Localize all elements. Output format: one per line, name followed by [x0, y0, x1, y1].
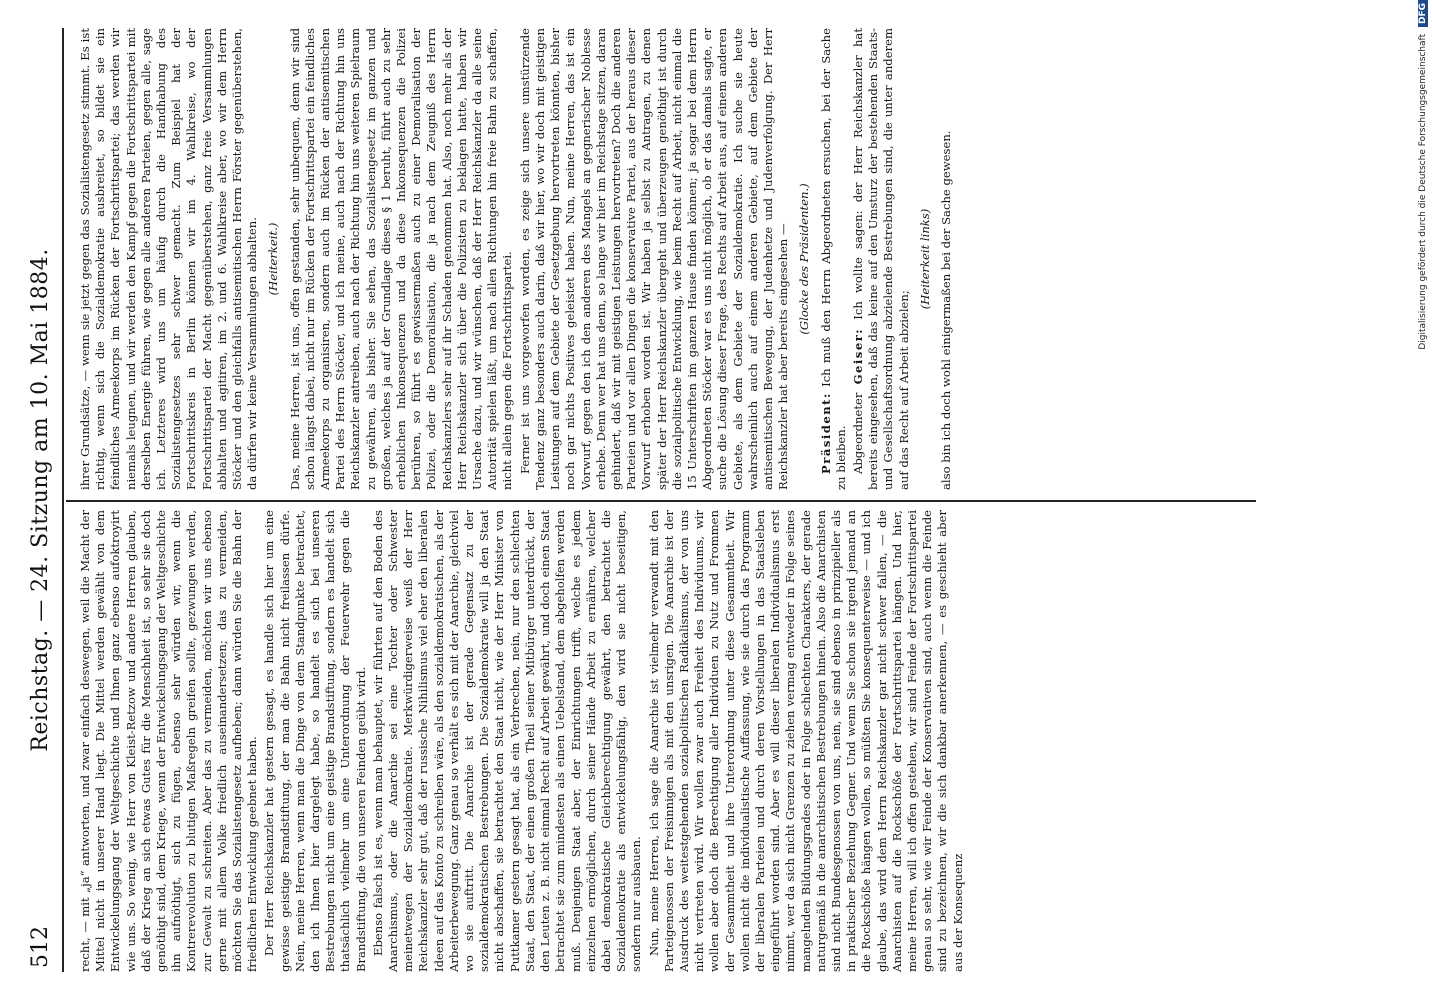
laughter-note: (Heiterkeit.) — [266, 222, 281, 296]
page-number: 512 — [28, 926, 53, 968]
dfg-logo: DFG — [1418, 0, 1428, 27]
paragraph: Ebenso falsch ist es, wenn man behauptet, wir führten auf den Boden des Anarchismus, oder die Anarchie sei eine Tochter oder Schwester meinetwegen der Sozialdemokratie. Merkwürdigerweise weiß der Herr Reichskanzler sehr gut, daß der russische Nihilismus viel eher den liberalen Ideen auf das Konto zu schreiben wäre, als den sozialdemokratischen, als der Arbeiterbewegung. Ganz genau so verhält es sich mit der Anarchie, gleichviel wo sie auftritt. Die Anarchie ist der gerade Gegensatz zu der sozialdemokratischen Bestrebungen. Die Sozialdemokratie will ja den Staat nicht abschaffen, sie betrachtet den Staat nicht, wie der Herr Minister von Puttkamer gestern gesagt hat, als ein Verbrechen, nein, nur den schlechten Staat, den Staat, der einen großen Theil seiner Mitbürger unterdrückt, der den Leuten z. B. nicht einmal Recht auf Arbeit gewährt, und doch einen Staat betrachtet sie zum mindesten als einen Uebelstand, dem abgeholfen werden muß. Denjenigen Staat aber, der Einrichtungen trifft, welche es jedem einzelnen ermöglichen, durch seiner Hände Arbeit zu ernähren, welcher dabei demokratische Gleichberechtigung gewährt, den betrachtet die Sozialdemokratie als entwickelungsfähig, den wird sie nicht beseitigen, sondern nur ausbauen. — [370, 510, 644, 972]
president-text: Ich muß den Herrn Abgeordneten ersuchen, bei der Sache zu bleiben. — [818, 28, 848, 490]
bell-note: (Glocke des Präsidenten.) — [797, 183, 812, 335]
paragraph: ihrer Grundsätze, — wenn sie jetzt gegen das Sozialistengesetz stimmt. Es ist richtig, wenn sich die Sozialdemokratie ausbreitet, so bildet sie ein feindliches Armeekorps im Rücken der Fortschrittspartei; das werden wir niemals leugnen, und wir werden den Kampf gegen die Fortschrittspartei mit derselben Energie führen, wie gegen alle anderen Parteien, gegen alle, sage ich. Letzteres wird uns um häufig durch die Handhabung des Sozialistengesetzes sehr schwer gemacht. Zum Beispiel hat der Fortschrittskreis in Berlin können wir im 4. Wahlkreise, wo der Fortschrittspartei der Macht gegenüberstehen, ganz freie Versammlungen abhalten und agitiren, im 2. und 6. Wahlkreise aber, wo wir dem Herrn Stöcker und den gleichfalls antisemitischen Herrn Förster gegenüberstehen, da dürfen wir keine Versammlungen abhalten. — [78, 28, 260, 490]
speaker-president: Präsident: — [818, 392, 833, 474]
paragraph: Der Herr Reichskanzler hat gestern gesagt, es handle sich hier um eine gewisse geistige Brandstiftung, der man die Bahn nicht freilassen dürfe. Nein, meine Herren, wenn man die Dinge von dem Standpunkte betrachtet, den ich Ihnen hier dargelegt habe, so handelt es sich bei unseren Bestrebungen nicht um eine geistige Brandstiftung, sondern es handelt sich thatsächlich vielmehr um eine Unterordnung der Feuerwehr gegen die Brandstiftung, die von unseren Feinden geübt wird. — [262, 510, 368, 972]
laughter-note-left: (Heiterkeit links) — [917, 208, 932, 310]
running-title: Reichstag. — 24. Sitzung am 10. Mai 1884. — [28, 248, 53, 752]
document-sheet — [16, 20, 1392, 980]
geiser-text: Ich wollte sagen: der Herr Reichskanzler hat bereits eingesehen, daß das keine auf den Umsturz der bestehenden Staats- und Gesellschaftsordnung abzielende Bestrebungen sind, die unter anderem auf das Recht auf Arbeit abzielen; — [850, 28, 911, 490]
left-column — [78, 510, 1248, 972]
footer-strip — [1418, 0, 1432, 1000]
paragraph: Ferner ist uns vorgeworfen worden, es zeige sich unsere umstürzende Tendenz ganz besonders auch darin, daß wir hier, wo wir doch mit geistigen Leistungen auf dem Gebiete der Gesetzgebung hervortreten könnten, bisher noch gar nichts Positives geleistet haben. Nun, meine Herren, das ist ein Vorwurf, gegen den ich den anderen des Mangels an gegnerischer Noblesse erhebe. Denn wer hat uns denn, so lange wir hier im Reichstage sitzen, daran gehindert, daß wir mit geistigen Leistungen hervortreten? Doch die anderen Parteien und vor allen Dingen die konservative Partei, aus der heraus dieser Vorwurf erhoben worden ist. Wir haben ja selbst zu Antragen, zu denen später der Herr Reichskanzler übergeht und überzeugen genöthigt ist durch die sozialpolitische Entwicklung, wie beim Recht auf Arbeit, nicht einmal die 15 Unterschriften im ganzen Hause finden können; ja sogar bei dem Herrn Abgeordneten Stöcker war es uns nicht möglich, ob er das damals sagte, er suche die Lösung dieser Frage, des Rechts auf Arbeit aus, auf einem anderen Gebiete, als dem Gebiete der Sozialdemokratie. Ich suche sie heute wahrscheinlich auch auf einem anderen Gebiete, auf dem Gebiete der antisemitischen Bewegung, der Judenhetze und Judenverfolgung. Der Herr Reichskanzler hat aber bereits eingesehen — — [517, 28, 791, 490]
paragraph: recht, — mit „ja“ antworten, und zwar einfach deswegen, weil die Macht der Mittel nicht in unserer Hand liegt. Die Mittel werden gewählt von dem Entwickelungsgang der Weltgeschichte und Ihnen ganz ebenso aufoktroyirt wie uns. So wenig, wie Herr von Kleist-Retzow und andere Herren glauben, daß der Krieg an sich etwas Gutes für die Menschheit ist, so sehr sie doch genöthigt sind, dem Kriege, wenn der Entwickelungsgang der Weltgeschichte ihn aufnöthigt, sich zu fügen, ebenso sehr würden wir, wenn die Kontrerevolution zu blutigen Maßregeln greifen sollte, gezwungen werden, zur Gewalt zu schreiten. Aber das zu vermeiden, möchten wir uns ebenso gerne mit allem Volke friedlich auseinandersetzen; das zu vermeiden, möchten Sie das Sozialistengesetz aufheben; dann würden Sie die Bahn der friedlichen Entwicklung geebnet haben. — [78, 510, 260, 972]
geiser-intro: Abgeordneter — [850, 392, 865, 474]
closing-line: also bin ich doch wohl einigermaßen bei der Sache gewesen. — [938, 130, 953, 490]
header-rule — [62, 28, 64, 972]
president-remark — [819, 28, 849, 490]
paragraph: Das, meine Herren, ist uns, offen gestanden, sehr unbequem, denn wir sind schon längst dabei, nicht nur im Rücken der Fortschrittspartei ein feindliches Armeekorps zu organisiren, sondern auch im Rücken der antisemitischen Partei des Herrn Stöcker, und ich meine, auch nach der Richtung hin uns Reichskanzler antreiben, auch nach der Richtung hin uns weiteren Spielraum zu gewähren, als bisher. Sie sehen, das Sozialistengesetz im ganzen und großen, welches ja auf der Grundlage dieses § 1 beruht, führt auch zu sehr erheblichen Inkonsequenzen und da diese Inkonsequenzen die Polizei berühren, so führt es gewissermaßen auch zu einer Demoralisation der Polizei, oder die Demoralisation, die ja nach dem Zeugniß des Herrn Reichskanzlers sehr auf ihr Schaden genommen hat. Also, noch mehr als der Herr Reichskanzler sich über die Polizisten zu beklagen hatte, haben wir Ursache dazu, und wir wünschen, daß der Herr Reichskanzler da alle seine Autorität spielen läßt, um nach allen Richtungen hin freie Bahn zu schaffen, nicht allein gegen die Fortschrittspartei. — [287, 28, 515, 490]
geiser-remark — [851, 28, 912, 490]
paragraph: Nun, meine Herren, ich sage die Anarchie ist vielmehr verwandt mit den Parteigenossen der Freisinnigen als mit den unsrigen. Die Anarchie ist der Ausdruck des weitestgehenden sozialpolitischen Radikalismus, der von uns nicht vertreten wird. Wir wollen zwar auch Freiheit des Individuums, wir wollen aber doch die Berechtigung aller Individuen zu Nutz und Frommen der Gesammtheit und ihre Unterordnung unter diese Gesammtheit. Wir wollen nicht die individualistische Auffassung, wie sie durch das Programm der liberalen Parteien und durch deren Vorstellungen in das Staatsleben eingeführt worden sind. Aber es will dieser liberalen Individualismus erst nimmt, wer da sich nicht Grenzen zu ziehen vermag entweder in Folge seines mangelnden Bildungsgrades oder in Folge schlechten Charakters, der gerade naturgemäß in die anarchistischen Bestrebungen hinein. Also die Anarchisten sind nicht Bundesgenossen von uns, nein, sie sind ebenso in prinzipieller als in praktischer Beziehung Gegner. Und wenn Sie schon sie irgend jemand an die Rockschöße hängen wollen, so müßten Sie konsequenterweise — und ich glaube, das wird dem Herrn Reichskanzler gar nicht schwer fallen, — die Anarchisten auf die Rockschöße der Fortschrittspartei hängen. Und hier, meine Herren, will ich offen gestehen, wir sind Feinde der Fortschrittspartei genau so sehr, wie wir Feinde der Konservativen sind, auch wenn die Feinde sind zu bezeichnen, wir die sich dankbar anerkennen, — es geschieht aber aus der Konsequenz — [646, 510, 965, 972]
speaker-geiser: Geiser: — [850, 327, 865, 385]
column-divider — [66, 500, 1256, 502]
credit-text: Digitalisierung gefördert durch die Deutsche Forschungsgemeinschaft — [1418, 33, 1428, 350]
digitization-credit — [1418, 0, 1432, 1000]
right-column — [78, 28, 1248, 490]
